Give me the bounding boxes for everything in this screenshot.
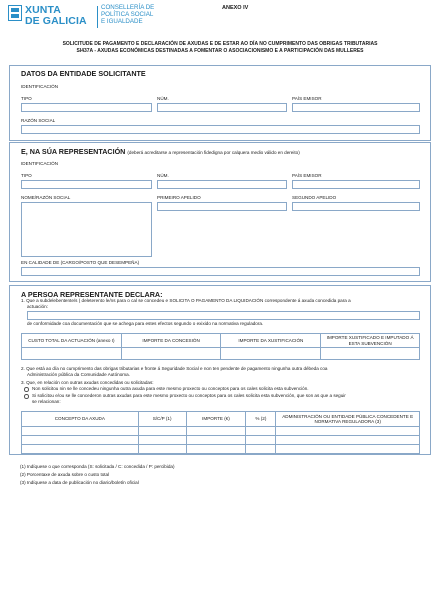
section-title: DATOS DA ENTIDADE SOLICITANTE — [21, 69, 146, 78]
logo-divider — [97, 6, 98, 28]
rep-num-field[interactable] — [157, 180, 287, 189]
primeiro-apelido-label: PRIMEIRO APELIDO — [157, 195, 201, 200]
table-cell[interactable] — [186, 427, 246, 436]
declaration-item-3: 3. Que, en relación con outras axudas concedidas ou solicitadas: — [21, 380, 154, 385]
calidade-label: EN CALIDADE DE (CARGO/POSTO QUE DESEMPEÑA) — [21, 260, 140, 265]
table-cell[interactable] — [186, 436, 246, 445]
header-importe-xustificacion: IMPORTE DA XUSTIFICACIÓN — [221, 334, 321, 348]
tipo-label: TIPO — [21, 173, 32, 178]
radio-no-other-aid-label: Non solicitou nin se lle concedeu ningunha outra axuda para este mesmo proxecto ou conceptos para os cales solicita esta subvención. — [32, 386, 309, 391]
section-applicant-entity — [9, 65, 431, 141]
declaration-item-2: 2. Que está ao día no cumprimento das obrigas tributarias e fronte á Seguridade Social e non ten pendente de pagamento ningunha outra débeda coa Administración pública da Comunidade Autónoma. — [21, 366, 328, 377]
section-title: E, NA SÚA REPRESENTACIÓN (deberá acreditarse a representación fidedigna por calquera medio válido en dereito) — [21, 147, 300, 156]
tipo-label: TIPO — [21, 96, 32, 101]
header-custo-total: CUSTO TOTAL DA ACTUACIÓN (anexo I) — [22, 334, 122, 348]
table-cell[interactable] — [276, 436, 420, 445]
footnote-1: (1) Indíquese o que corresponda (S: solicitada / C: concedida / P: percibida) — [20, 464, 175, 469]
pais-label: PAÍS EMISOR — [292, 173, 322, 178]
footnote-2: (2) Porcentaxe de axuda sobre o custo total — [20, 472, 110, 477]
importe-imputado-cell[interactable] — [321, 348, 420, 360]
num-field[interactable] — [157, 103, 287, 112]
pais-label: PAÍS EMISOR — [292, 96, 322, 101]
pais-field[interactable] — [292, 103, 420, 112]
xunta-shield-icon — [8, 5, 22, 21]
department-name: CONSELLERÍA DE POLÍTICA SOCIAL E IGUALDADE — [101, 4, 155, 26]
header-importe-concesion: IMPORTE DA CONCESIÓN — [121, 334, 221, 348]
num-label: NÚM. — [157, 173, 169, 178]
radio-other-aid[interactable] — [24, 394, 29, 399]
segundo-apelido-field[interactable] — [292, 202, 420, 211]
header-scp: S/C/P (1) — [138, 412, 186, 427]
section-representative — [9, 142, 431, 282]
num-label: NÚM. — [157, 96, 169, 101]
radio-other-aid-label: Si solicitou e/ou se lle concederon outras axudas para este mesmo proxecto ou conceptos para os cales solicita esta subvención, que son as que a seguir se relacionan: — [32, 393, 346, 404]
representation-note: (deberá acreditarse a representación fidedigna por calquera medio válido en dereito) — [127, 150, 300, 155]
logo-text: XUNTA DE GALICIA — [25, 4, 87, 27]
liquidation-table — [21, 333, 420, 360]
table-cell[interactable] — [186, 445, 246, 454]
razon-field[interactable] — [21, 125, 420, 134]
header-percent: % (2) — [246, 412, 276, 427]
table-cell[interactable] — [138, 427, 186, 436]
actuacion-field[interactable] — [27, 311, 420, 320]
table-cell[interactable] — [22, 436, 139, 445]
nome-field[interactable] — [21, 202, 152, 257]
radio-no-other-aid[interactable] — [24, 387, 29, 392]
section-declaration — [9, 285, 431, 455]
section-title: A PERSOA REPRESENTANTE DECLARA: — [21, 290, 163, 299]
importe-xustificacion-cell[interactable] — [221, 348, 321, 360]
declaration-item-1-note: de conformidade coa documentación que se achega para estes efectos segundo o exixido na normativa reguladora. — [27, 321, 264, 326]
table-cell[interactable] — [22, 427, 139, 436]
importe-concesion-cell[interactable] — [121, 348, 221, 360]
annex-label: ANEXO IV — [222, 5, 249, 11]
table-cell[interactable] — [246, 445, 276, 454]
segundo-apelido-label: SEGUNDO APELIDO — [292, 195, 337, 200]
table-cell[interactable] — [276, 445, 420, 454]
form-title: SOLICITUDE DE PAGAMENTO E DECLARACIÓN DE AXUDAS E DE ESTAR AO DÍA NO CUMPRIMENTO DAS OBRIGAS TRIBUTARIAS SI437A - AXUDAS ECONÓMICAS DESTINADAS A FOMENTAR O ASOCIACIONISMO E A PARTICIPACIÓN DAS MULLERES — [62, 41, 378, 54]
calidade-field[interactable] — [21, 267, 420, 276]
header-administracion: ADMINISTRACIÓN OU ENTIDADE PÚBLICA CONCEDENTE E NORMATIVA REGULADORA (3) — [276, 412, 420, 427]
rep-tipo-field[interactable] — [21, 180, 152, 189]
nome-label: NOME/RAZÓN SOCIAL — [21, 195, 71, 200]
identification-label: IDENTIFICACIÓN — [21, 84, 59, 89]
rep-pais-field[interactable] — [292, 180, 420, 189]
declaration-item-1: 1. Que a subdelebentente/s ( deleterento le/ns para o cal se concedeu e SOLICITA O PAGAMENTO DA LIQUIDACIÓN correspondente á axuda concedida para a actuación: — [21, 298, 351, 309]
razon-label: RAZÓN SOCIAL — [21, 118, 56, 123]
header-importe-imputado: IMPORTE XUSTIFICADO E IMPUTADO Á ESTA SUBVENCIÓN — [321, 334, 420, 348]
table-cell[interactable] — [138, 436, 186, 445]
identification-label: IDENTIFICACIÓN — [21, 161, 59, 166]
other-aid-table — [21, 411, 420, 454]
table-cell[interactable] — [246, 436, 276, 445]
footnote-3: (3) Indíquese a data de publicación no diario/boletín oficial — [20, 480, 139, 485]
table-cell[interactable] — [246, 427, 276, 436]
primeiro-apelido-field[interactable] — [157, 202, 287, 211]
tipo-field[interactable] — [21, 103, 152, 112]
table-cell[interactable] — [276, 427, 420, 436]
table-cell[interactable] — [22, 445, 139, 454]
table-cell[interactable] — [138, 445, 186, 454]
header-importe: IMPORTE (€) — [186, 412, 246, 427]
custo-total-cell[interactable] — [22, 348, 122, 360]
header-concepto: CONCEPTO DA AXUDA — [22, 412, 139, 427]
